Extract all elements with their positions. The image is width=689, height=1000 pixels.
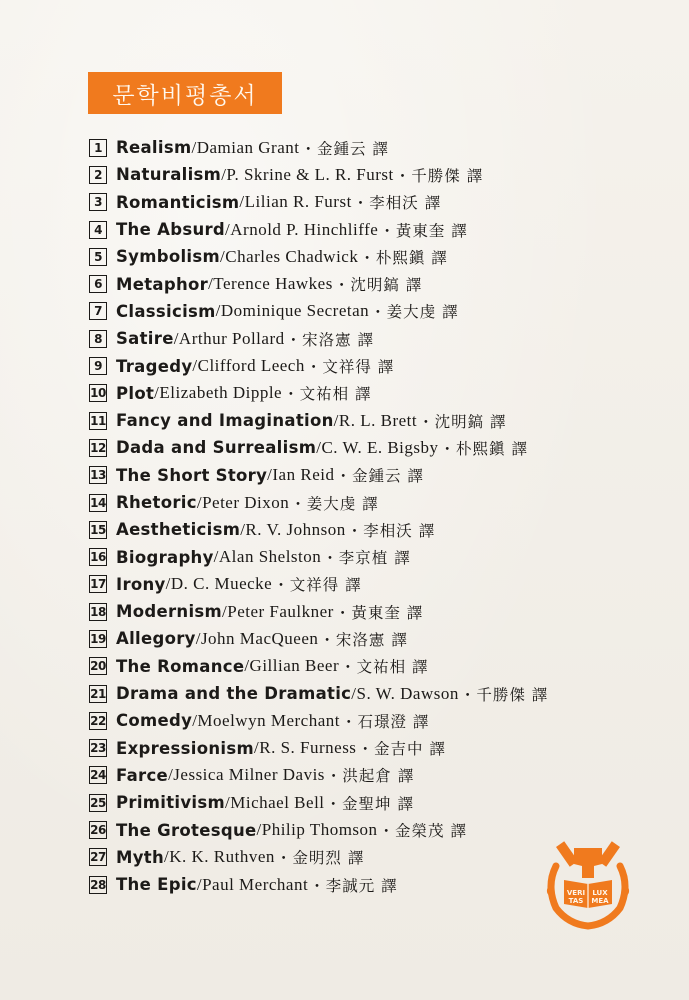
book-translator: ・黃東奎 譯 [379,221,468,240]
book-list [89,134,548,898]
volume-number-box: 10 [90,386,106,401]
book-list-item [89,571,548,598]
volume-number-box: 19 [90,631,106,646]
book-list-item [89,516,548,543]
book-subject: The Short Story [116,465,268,485]
volume-number-box: 6 [89,275,107,293]
book-translator: ・文祐相 譯 [283,385,372,404]
book-translator: ・金聖坤 譯 [325,794,414,813]
book-list-item [89,161,548,188]
book-subject: Irony [116,574,166,594]
book-author: /R. S. Furness [254,738,357,758]
book-translator: ・黃東奎 譯 [334,603,424,622]
book-list-item [89,407,548,434]
book-author: /Terence Hawkes [208,274,333,294]
book-subject: Satire [116,329,174,349]
book-subject: Myth [116,847,165,867]
book-list-item [89,189,548,216]
book-list-item [89,680,548,707]
book-author: /D. C. Muecke [165,574,273,594]
book-translator: ・沈明鎬 譯 [333,276,423,295]
book-author: /Michael Bell [225,792,325,812]
book-list-item [89,789,548,816]
book-author: /Clifford Leech [192,356,305,376]
book-translator: ・金鍾云 譯 [335,467,424,486]
book-subject: Expressionism [116,738,255,758]
book-subject: Allegory [116,629,196,649]
book-subject: Tragedy [116,356,193,376]
book-translator: ・金榮茂 譯 [378,822,467,841]
book-author: /C. W. E. Bigsby [316,437,439,457]
book-translator: ・姜大虔 譯 [290,494,379,513]
book-subject: Symbolism [116,247,221,267]
book-author: /P. Skrine & L. R. Furst [221,164,394,184]
volume-number-box: 16 [90,550,106,565]
book-translator: ・金明烈 譯 [275,849,365,868]
volume-number-box: 15 [90,522,106,537]
book-author: /Paul Merchant [196,874,309,894]
book-translator: ・宋洛憲 譯 [285,330,375,349]
university-seal-icon [542,836,634,930]
book-author: /Peter Dixon [196,492,290,512]
book-list-item [89,871,548,898]
book-subject: Naturalism [116,165,222,185]
volume-number-box: 8 [89,330,107,348]
book-list-item [89,243,548,270]
book-translator: ・李相沃 譯 [346,521,436,540]
series-title-label: 문학비평총서 [88,72,282,114]
book-list-item [89,625,548,652]
book-subject: Fancy and Imagination [116,411,334,431]
book-author: /Arthur Pollard [173,328,285,348]
book-subject: Comedy [116,711,193,731]
book-translator: ・沈明鎬 譯 [418,412,507,431]
book-subject: Rhetoric [116,493,197,512]
volume-number-box: 7 [89,302,107,320]
volume-number-box: 1 [89,139,107,157]
book-subject: Plot [116,383,155,403]
book-translator: ・李誠元 譯 [309,876,398,895]
book-translator: ・文祥得 譯 [305,358,395,377]
volume-number-box: 26 [90,823,106,838]
book-author: /John MacQueen [195,628,319,648]
book-list-item [89,325,548,352]
book-translator: ・姜大虔 譯 [370,303,459,322]
book-subject: Aestheticism [116,520,241,540]
book-author: /Alan Shelston [213,547,322,567]
book-list-item [89,489,548,516]
book-author: /Dominique Secretan [215,301,370,321]
book-author: /Jessica Milner Davis [168,765,325,785]
book-list-item [89,380,548,407]
book-author: /R. V. Johnson [240,519,346,539]
volume-number-box: 22 [90,713,106,728]
book-list-item [89,216,548,243]
book-subject: Modernism [116,602,223,622]
volume-number-box: 20 [90,659,106,674]
emblem-text-tas: TAS [568,897,584,905]
volume-number-box: 11 [90,413,106,428]
book-subject: Drama and the Dramatic [116,684,352,704]
book-translator: ・千勝傑 譯 [394,166,484,185]
book-subject: Primitivism [116,793,226,813]
book-list-item [89,434,548,461]
volume-number-box: 18 [90,604,106,619]
book-list-item [89,543,548,570]
book-author: /Lilian R. Furst [239,192,352,212]
book-list-item [89,134,548,161]
volume-number-box: 2 [89,166,107,184]
book-subject: Biography [116,547,214,567]
book-subject: The Epic [116,875,197,895]
book-author: /Charles Chadwick [220,246,359,266]
volume-number-box: 14 [90,495,106,510]
book-list-item [89,598,548,625]
book-list-item [89,735,548,762]
book-author: /Moelwyn Merchant [192,710,340,730]
book-subject: The Grotesque [116,820,257,840]
book-list-item [89,298,548,325]
emblem-text-lux: LUX [592,889,608,897]
book-translator: ・文祥得 譯 [273,576,362,595]
book-list-item [89,653,548,680]
book-list-item [89,762,548,789]
volume-number-box: 27 [90,850,106,865]
volume-number-box: 23 [90,741,106,756]
book-subject: Dada and Surrealism [116,438,317,458]
book-author: /Ian Reid [267,465,335,485]
book-translator: ・金吉中 譯 [357,740,446,759]
book-translator: ・朴熙鎭 譯 [439,439,528,458]
volume-number-box: 13 [90,468,106,483]
book-author: /Arnold P. Hinchliffe [225,219,379,239]
book-list-item [89,844,548,871]
book-author: /Gillian Beer [244,656,340,676]
book-list-item [89,816,548,843]
book-subject: The Absurd [116,220,226,240]
emblem-text-veri: VERI [566,889,586,897]
book-subject: Farce [116,765,169,785]
emblem-text-mea: MEA [591,897,609,905]
volume-number-box: 3 [89,193,107,211]
volume-number-box: 12 [90,440,106,455]
volume-number-box: 25 [90,795,106,810]
volume-number-box: 5 [89,248,107,266]
book-translator: ・李京植 譯 [322,549,411,568]
book-subject: Realism [116,138,192,158]
book-list-item [89,707,548,734]
book-translator: ・朴熙鎭 譯 [359,248,448,267]
book-translator: ・石璟澄 譯 [340,712,430,731]
book-subject: Metaphor [116,274,209,294]
volume-number-box: 4 [89,221,107,239]
book-translator: ・宋洛憲 譯 [319,630,408,649]
volume-number-box: 24 [90,768,106,783]
book-subject: The Romance [116,656,245,676]
book-list-item [89,270,548,297]
volume-number-box: 21 [90,686,106,701]
book-subject: Classicism [116,301,216,321]
book-translator: ・金鍾云 譯 [300,139,389,158]
book-author: /R. L. Brett [333,410,418,430]
book-translator: ・李相沃 譯 [352,194,442,213]
book-subject: Romanticism [116,192,240,212]
book-translator: ・洪起倉 譯 [325,767,415,786]
book-author: /Peter Faulkner [222,601,334,621]
book-author: /Damian Grant [191,137,300,157]
book-author: /Elizabeth Dipple [154,383,283,403]
volume-number-box: 9 [89,357,107,375]
book-list-item [89,352,548,379]
book-author: /Philip Thomson [256,820,378,840]
volume-number-box: 17 [90,577,106,592]
book-author: /K. K. Ruthven [164,847,275,867]
book-list-item [89,462,548,489]
book-author: /S. W. Dawson [351,683,459,703]
book-translator: ・千勝傑 譯 [459,685,549,704]
volume-number-box: 28 [90,877,106,892]
book-translator: ・文祐相 譯 [340,658,429,677]
